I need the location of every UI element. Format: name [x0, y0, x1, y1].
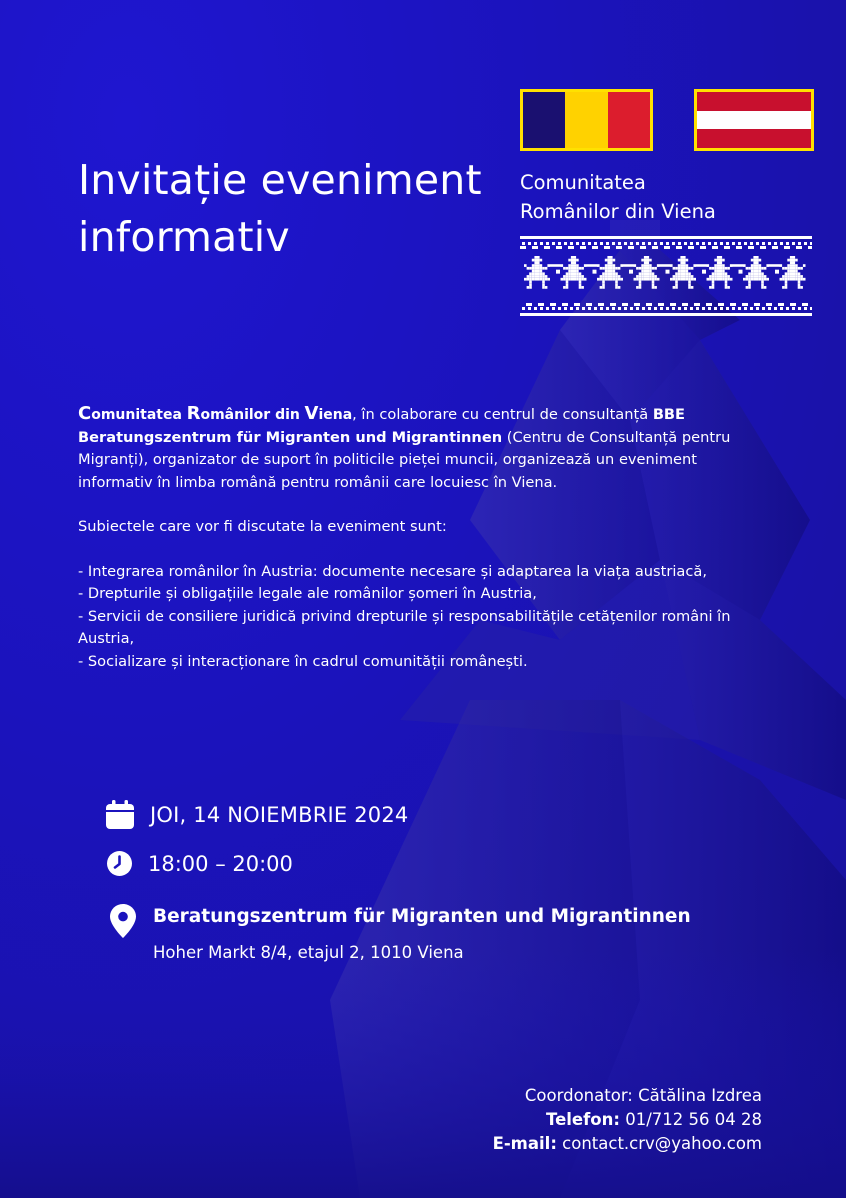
flag-stripe-blue [523, 92, 565, 148]
org-initial-c: C [78, 403, 92, 424]
flag-stripe-red [608, 92, 650, 148]
calendar-icon [106, 800, 134, 829]
austrian-flag [694, 89, 814, 151]
flag-stripe-yellow [565, 92, 607, 148]
event-date: JOI, 14 NOIEMBRIE 2024 [150, 802, 409, 827]
event-description [78, 403, 748, 673]
phone-line [402, 1108, 762, 1132]
organization-name-line-1: Comunitatea [520, 171, 646, 194]
romanian-flag [520, 89, 653, 151]
intro-paragraph [78, 403, 748, 494]
subject-item: - Integrarea românilor în Austria: documente necesare și adaptarea la viața austriacă, [78, 562, 707, 580]
page-title [78, 152, 518, 266]
partner-name: BBE Beratungszentrum für Migranten und Migrantinnen [78, 406, 686, 446]
org-word-2: omânilor din [200, 407, 300, 423]
traditional-motif-border [520, 236, 812, 316]
subject-item: - Servicii de consiliere juridică privind drepturile și responsabilitățile cetățenilor români în Austria, [78, 607, 731, 647]
email-line [402, 1132, 762, 1156]
event-time: 18:00 – 20:00 [148, 851, 293, 876]
flag-stripe-red-top [697, 92, 811, 111]
org-initial-v: V [304, 403, 319, 424]
org-word-3: iena [318, 407, 353, 423]
title-line-1: Invitație eveniment [78, 156, 482, 204]
email-label: E-mail: [492, 1134, 557, 1153]
flag-stripe-white [697, 111, 811, 130]
phone-label: Telefon: [546, 1110, 620, 1129]
intro-text-2: (Centru de Consultanță pentru Migranți), organizator de suport în politicile pieței muncii, organizează un eveniment informativ în limba română pentru românii care locuiesc în Viena. [78, 428, 731, 491]
event-location-row [110, 904, 691, 966]
location-details [153, 904, 691, 966]
location-name: Beratungszentrum für Migranten und Migrantinnen [153, 906, 691, 927]
email-address[interactable]: contact.crv@yahoo.com [556, 1134, 762, 1153]
title-line-2: informativ [78, 213, 290, 261]
subject-item: - Drepturile și obligațiile legale ale românilor șomeri în Austria, [78, 585, 537, 602]
event-time-row [107, 851, 293, 876]
contact-info [402, 1084, 762, 1156]
org-word-1: omunitatea [91, 407, 182, 423]
org-initial-r: R [186, 403, 201, 424]
subjects-list [78, 561, 748, 674]
event-date-row [106, 800, 408, 829]
organization-name-line-2: Românilor din Viena [520, 200, 716, 223]
phone-number: 01/712 56 04 28 [619, 1110, 762, 1129]
map-pin-icon [110, 904, 136, 938]
organization-name [520, 168, 716, 226]
intro-text-1: , în colaborare cu centrul de consultanță [352, 406, 649, 423]
subjects-intro: Subiectele care vor fi discutate la eveniment sunt: [78, 518, 447, 535]
flag-stripe-red-bottom [697, 129, 811, 148]
coordinator-line: Coordonator: Cătălina Izdrea [524, 1086, 762, 1105]
location-address: Hoher Markt 8/4, etajul 2, 1010 Viena [153, 943, 464, 962]
clock-icon [107, 851, 132, 876]
subject-item: - Socializare și interacționare în cadrul comunității românești. [78, 652, 528, 670]
